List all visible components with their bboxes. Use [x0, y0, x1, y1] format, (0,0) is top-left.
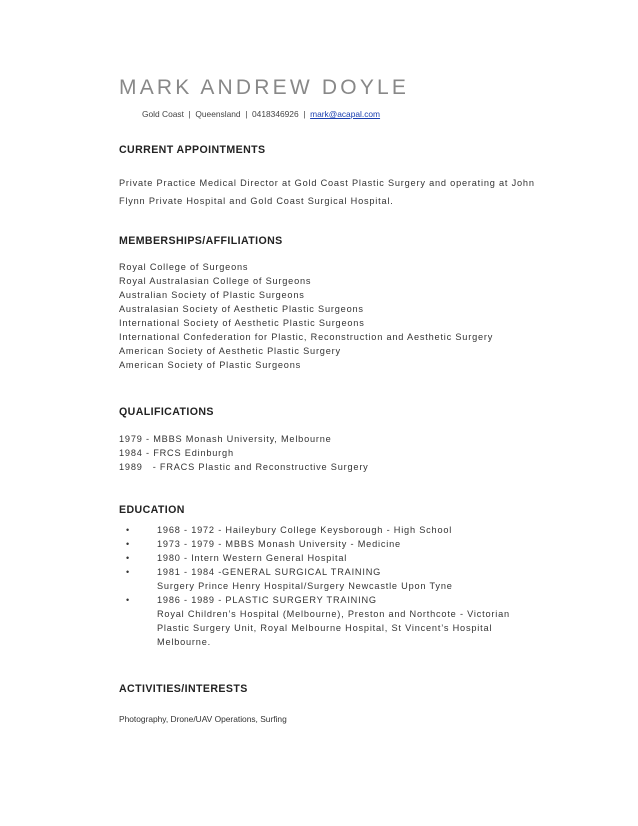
- membership-item: International Confederation for Plastic, Reconstruction and Aesthetic Surgery: [119, 332, 494, 342]
- qualification-item: 1984 - FRCS Edinburgh: [119, 448, 234, 458]
- bullet-icon: •: [126, 595, 130, 605]
- membership-item: American Society of Aesthetic Plastic Surgery: [119, 346, 341, 356]
- appointment-line: Private Practice Medical Director at Gold Coast Plastic Surgery and operating at John: [119, 178, 535, 188]
- qualification-item: 1989 - FRACS Plastic and Reconstructive Surgery: [119, 462, 369, 472]
- contact-line: [142, 109, 380, 119]
- education-line: Plastic Surgery Unit, Royal Melbourne Hospital, St Vincent’s Hospital: [157, 623, 493, 633]
- education-line: 1973 - 1979 - MBBS Monash University - Medicine: [157, 539, 401, 549]
- education-line: Surgery Prince Henry Hospital/Surgery Newcastle Upon Tyne: [157, 581, 453, 591]
- education-item: [126, 593, 510, 649]
- bullet-icon: •: [126, 567, 130, 577]
- education-line: 1980 - Intern Western General Hospital: [157, 553, 348, 563]
- membership-item: International Society of Aesthetic Plastic Surgeons: [119, 318, 365, 328]
- appointment-line: Flynn Private Hospital and Gold Coast Surgical Hospital.: [119, 196, 394, 206]
- section-title-education: EDUCATION: [119, 504, 185, 516]
- education-list: [126, 523, 510, 649]
- bullet-icon: •: [126, 539, 130, 549]
- membership-item: American Society of Plastic Surgeons: [119, 360, 301, 370]
- education-item: [126, 565, 510, 593]
- membership-item: Australian Society of Plastic Surgeons: [119, 290, 305, 300]
- section-title-current-appointments: CURRENT APPOINTMENTS: [119, 144, 266, 156]
- membership-item: Australasian Society of Aesthetic Plastic Surgeons: [119, 304, 364, 314]
- person-name: MARK ANDREW DOYLE: [119, 76, 410, 99]
- education-item: [126, 523, 510, 537]
- membership-item: Royal College of Surgeons: [119, 262, 249, 272]
- memberships-list: [119, 260, 493, 372]
- bullet-icon: •: [126, 553, 130, 563]
- education-line: 1968 - 1972 - Haileybury College Keysborough - High School: [157, 525, 453, 535]
- membership-item: Royal Australasian College of Surgeons: [119, 276, 312, 286]
- activities-text: Photography, Drone/UAV Operations, Surfing: [119, 714, 287, 724]
- contact-details: Gold Coast | Queensland | 0418346926 |: [142, 109, 311, 119]
- education-line: Melbourne.: [157, 637, 211, 647]
- current-appointments-text: [119, 174, 535, 210]
- qualifications-list: [119, 432, 369, 474]
- section-title-qualifications: QUALIFICATIONS: [119, 406, 214, 418]
- education-line: 1981 - 1984 -GENERAL SURGICAL TRAINING: [157, 567, 382, 577]
- education-item: [126, 551, 510, 565]
- education-line: Royal Children’s Hospital (Melbourne), Preston and Northcote - Victorian: [157, 609, 510, 619]
- education-line: 1986 - 1989 - PLASTIC SURGERY TRAINING: [157, 595, 377, 605]
- section-title-memberships: MEMBERSHIPS/AFFILIATIONS: [119, 235, 283, 247]
- education-item: [126, 537, 510, 551]
- bullet-icon: •: [126, 525, 130, 535]
- qualification-item: 1979 - MBBS Monash University, Melbourne: [119, 434, 332, 444]
- section-title-activities: ACTIVITIES/INTERESTS: [119, 683, 248, 695]
- email-link[interactable]: mark@acapal.com: [310, 109, 381, 119]
